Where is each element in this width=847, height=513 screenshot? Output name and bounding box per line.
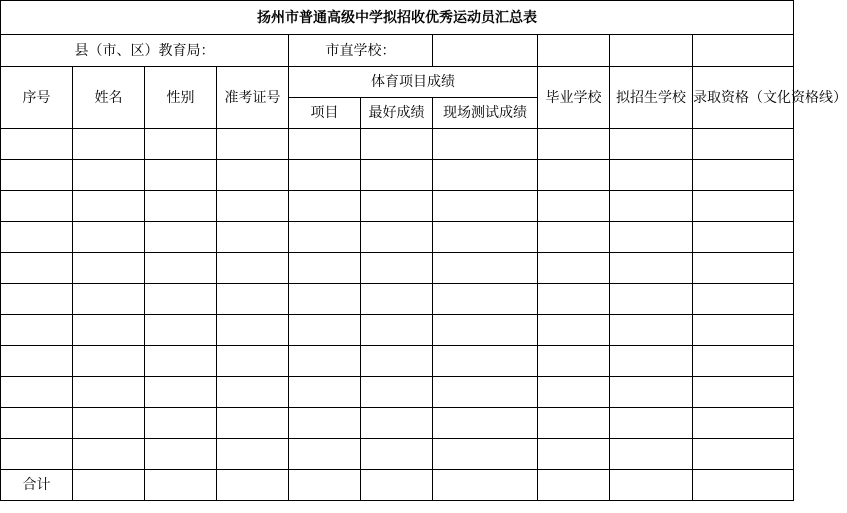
table-cell[interactable] [289, 222, 361, 253]
table-cell[interactable] [217, 408, 289, 439]
table-cell[interactable] [145, 408, 217, 439]
table-cell[interactable] [145, 315, 217, 346]
table-cell[interactable] [538, 191, 610, 222]
table-cell[interactable] [433, 253, 538, 284]
table-cell[interactable] [538, 284, 610, 315]
table-cell[interactable] [217, 160, 289, 191]
table-cell[interactable] [145, 191, 217, 222]
table-cell[interactable] [610, 222, 693, 253]
table-cell[interactable] [433, 439, 538, 470]
table-row [1, 408, 794, 439]
table-cell[interactable] [693, 160, 794, 191]
table-cell[interactable] [610, 408, 693, 439]
table-cell[interactable] [693, 315, 794, 346]
table-cell[interactable] [73, 315, 145, 346]
table-row [1, 129, 794, 160]
data-rows [1, 129, 794, 470]
table-cell[interactable] [693, 346, 794, 377]
table-cell[interactable] [1, 346, 73, 377]
table-cell[interactable] [361, 253, 433, 284]
table-row [1, 315, 794, 346]
table-row [1, 284, 794, 315]
table-row [1, 160, 794, 191]
table-cell[interactable] [433, 191, 538, 222]
table-cell[interactable] [610, 315, 693, 346]
table-cell[interactable] [289, 377, 361, 408]
table-cell[interactable] [73, 253, 145, 284]
table-cell[interactable] [1, 408, 73, 439]
table-cell[interactable] [538, 129, 610, 160]
table-cell[interactable] [361, 284, 433, 315]
table-cell[interactable] [1, 284, 73, 315]
table-cell[interactable] [361, 346, 433, 377]
table-cell[interactable] [538, 346, 610, 377]
table-cell[interactable] [289, 191, 361, 222]
table-cell[interactable] [1, 439, 73, 470]
table-cell[interactable] [693, 253, 794, 284]
table-cell[interactable] [145, 439, 217, 470]
header-best: 最好成绩 [361, 98, 433, 129]
table-cell[interactable] [217, 253, 289, 284]
table-cell[interactable] [361, 315, 433, 346]
table-cell[interactable] [538, 408, 610, 439]
table-cell[interactable] [145, 160, 217, 191]
table-cell[interactable] [693, 129, 794, 160]
header-qualification: 录取资格（文化资格线） [693, 67, 794, 129]
table-cell[interactable] [433, 377, 538, 408]
table-cell[interactable] [73, 377, 145, 408]
table-cell[interactable] [433, 346, 538, 377]
table-cell[interactable] [610, 253, 693, 284]
table-cell[interactable] [361, 160, 433, 191]
total-cell[interactable] [538, 470, 610, 501]
table-cell[interactable] [433, 222, 538, 253]
table-cell[interactable] [217, 191, 289, 222]
table-cell[interactable] [1, 315, 73, 346]
table-cell[interactable] [1, 377, 73, 408]
table-cell[interactable] [145, 377, 217, 408]
table-cell[interactable] [693, 439, 794, 470]
table-cell[interactable] [289, 408, 361, 439]
table-cell[interactable] [361, 439, 433, 470]
header-name: 姓名 [73, 67, 145, 129]
info-row [1, 35, 794, 67]
city-school-label[interactable]: 市直学校： [289, 35, 433, 67]
table-cell[interactable] [73, 408, 145, 439]
table-cell[interactable] [693, 222, 794, 253]
table-cell[interactable] [538, 315, 610, 346]
table-cell[interactable] [1, 160, 73, 191]
table-cell[interactable] [217, 346, 289, 377]
table-cell[interactable] [73, 129, 145, 160]
table-cell[interactable] [289, 315, 361, 346]
table-cell[interactable] [538, 222, 610, 253]
table-cell[interactable] [610, 377, 693, 408]
info-cell[interactable] [538, 35, 610, 67]
table-cell[interactable] [217, 129, 289, 160]
table-cell[interactable] [361, 129, 433, 160]
table-cell[interactable] [610, 284, 693, 315]
total-cell[interactable] [73, 470, 145, 501]
table-cell[interactable] [217, 284, 289, 315]
table-cell[interactable] [433, 284, 538, 315]
table-cell[interactable] [538, 253, 610, 284]
table-cell[interactable] [289, 346, 361, 377]
table-cell[interactable] [145, 129, 217, 160]
table-row [1, 191, 794, 222]
table-cell[interactable] [361, 408, 433, 439]
table-cell[interactable] [1, 253, 73, 284]
table-cell[interactable] [610, 129, 693, 160]
header-gender: 性别 [145, 67, 217, 129]
table-cell[interactable] [145, 346, 217, 377]
table-cell[interactable] [610, 191, 693, 222]
table-cell[interactable] [217, 222, 289, 253]
total-cell[interactable] [693, 470, 794, 501]
table-cell[interactable] [73, 284, 145, 315]
table-cell[interactable] [693, 377, 794, 408]
table-cell[interactable] [145, 253, 217, 284]
table-row [1, 439, 794, 470]
table-row [1, 346, 794, 377]
table-cell[interactable] [693, 408, 794, 439]
table-row [1, 253, 794, 284]
total-row [1, 470, 794, 501]
header-onsite: 现场测试成绩 [433, 98, 538, 129]
header-item: 项目 [289, 98, 361, 129]
table-cell[interactable] [73, 222, 145, 253]
table-cell[interactable] [610, 346, 693, 377]
table-row [1, 222, 794, 253]
total-cell[interactable] [217, 470, 289, 501]
total-cell[interactable] [361, 470, 433, 501]
total-cell[interactable] [610, 470, 693, 501]
total-cell[interactable] [289, 470, 361, 501]
table-cell[interactable] [289, 253, 361, 284]
table-cell[interactable] [289, 160, 361, 191]
total-cell[interactable] [145, 470, 217, 501]
table-cell[interactable] [1, 222, 73, 253]
table-cell[interactable] [538, 160, 610, 191]
total-cell[interactable] [433, 470, 538, 501]
info-cell[interactable] [693, 35, 794, 67]
county-bureau-label[interactable]: 县（市、区）教育局： [1, 35, 289, 67]
table-cell[interactable] [217, 315, 289, 346]
table-cell[interactable] [145, 284, 217, 315]
header-row [1, 67, 794, 98]
table-cell[interactable] [361, 377, 433, 408]
table-cell[interactable] [693, 191, 794, 222]
header-seq: 序号 [1, 67, 73, 129]
table-cell[interactable] [1, 191, 73, 222]
table-cell[interactable] [433, 408, 538, 439]
table-cell[interactable] [538, 377, 610, 408]
table-cell[interactable] [145, 222, 217, 253]
table-cell[interactable] [538, 439, 610, 470]
table-cell[interactable] [73, 160, 145, 191]
info-cell[interactable] [610, 35, 693, 67]
table-cell[interactable] [73, 346, 145, 377]
sheet-title: 扬州市普通高级中学拟招收优秀运动员汇总表 [1, 1, 794, 35]
header-grad-school: 毕业学校 [538, 67, 610, 129]
total-label: 合计 [1, 470, 73, 501]
table-cell[interactable] [610, 160, 693, 191]
table-cell[interactable] [73, 191, 145, 222]
table-cell[interactable] [693, 284, 794, 315]
table-cell[interactable] [433, 315, 538, 346]
info-cell[interactable] [433, 35, 538, 67]
header-exam-id: 准考证号 [217, 67, 289, 129]
header-target-school: 拟招生学校 [610, 67, 693, 129]
table-cell[interactable] [610, 439, 693, 470]
header-sports-group: 体育项目成绩 [289, 67, 538, 98]
table-cell[interactable] [289, 129, 361, 160]
table-cell[interactable] [217, 377, 289, 408]
table-cell[interactable] [433, 129, 538, 160]
table-cell[interactable] [433, 160, 538, 191]
table-cell[interactable] [361, 191, 433, 222]
table-cell[interactable] [361, 222, 433, 253]
table-cell[interactable] [1, 129, 73, 160]
table-cell[interactable] [73, 439, 145, 470]
table-cell[interactable] [289, 284, 361, 315]
table-cell[interactable] [217, 439, 289, 470]
table-cell[interactable] [289, 439, 361, 470]
table-row [1, 377, 794, 408]
